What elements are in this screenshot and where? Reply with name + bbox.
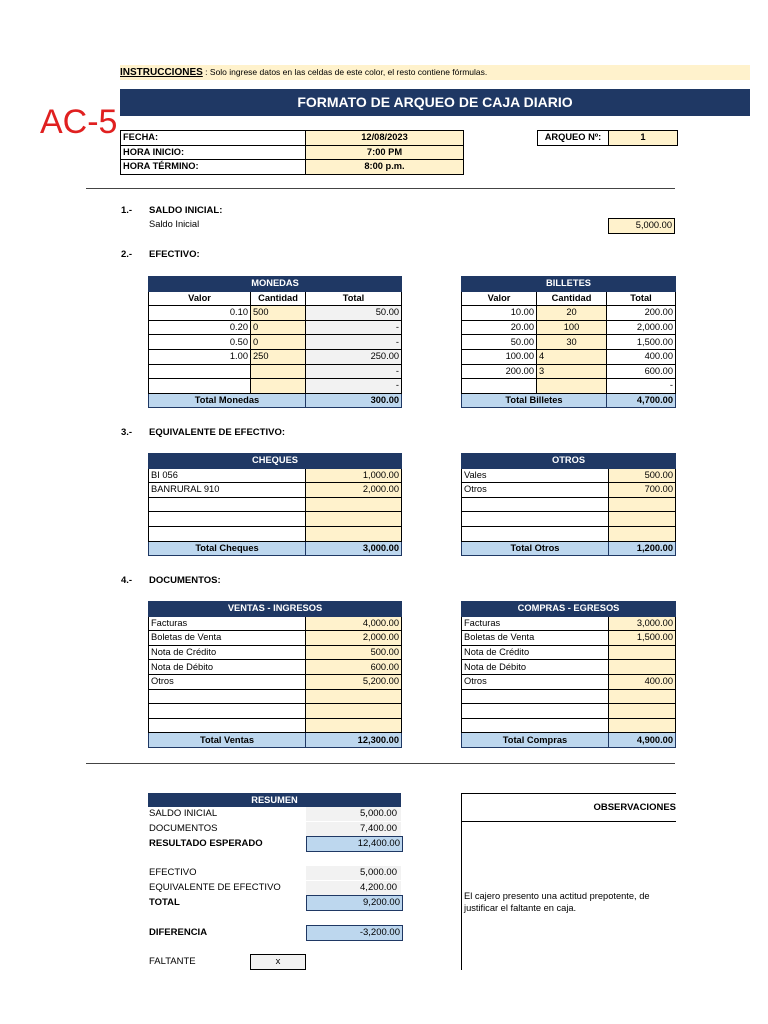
table-row: 10.00 20 200.00 [462, 306, 676, 321]
total-billetes-value: 4,700.00 [607, 393, 676, 408]
resumen-resultado-value: 12,400.00 [306, 836, 403, 852]
total-ventas-value: 12,300.00 [306, 733, 402, 748]
resumen-equivalente-value: 4,200.00 [306, 881, 401, 895]
col-cantidad: Cantidad [251, 291, 306, 306]
table-row: 200.00 3 600.00 [462, 364, 676, 379]
table-row [462, 497, 676, 512]
table-row: Vales 500.00 [462, 468, 676, 483]
monedas-table [148, 276, 402, 408]
ventas-table [148, 601, 402, 748]
observaciones-title: OBSERVACIONES [462, 794, 676, 822]
fecha-label: FECHA: [121, 131, 306, 146]
table-row: 20.00 100 2,000.00 [462, 320, 676, 335]
section-1-heading: 1.- SALDO INICIAL: [121, 205, 223, 216]
total-cheques-label: Total Cheques [149, 541, 306, 556]
resumen-total-label: TOTAL [149, 897, 180, 908]
table-row: Otros 400.00 [462, 674, 676, 689]
resumen-diferencia-value: -3,200.00 [306, 925, 403, 941]
resumen-title: RESUMEN [148, 793, 401, 807]
table-row: Otros 5,200.00 [149, 674, 402, 689]
total-ventas-label: Total Ventas [149, 733, 306, 748]
table-row: 50.00 30 1,500.00 [462, 335, 676, 350]
table-row [462, 704, 676, 719]
total-cheques-value: 3,000.00 [306, 541, 402, 556]
table-row: Boletas de Venta 2,000.00 [149, 631, 402, 646]
billetes-table [461, 276, 676, 408]
table-row: Nota de Crédito [462, 645, 676, 660]
table-row: 0.50 0 - [149, 335, 402, 350]
divider-bottom [86, 763, 675, 764]
arqueo-table [537, 130, 678, 146]
resumen-equivalente-label: EQUIVALENTE DE EFECTIVO [149, 882, 281, 893]
hora-inicio-field[interactable]: 7:00 PM [306, 145, 464, 160]
section-4-heading: 4.- DOCUMENTOS: [121, 575, 221, 586]
page-title: FORMATO DE ARQUEO DE CAJA DIARIO [120, 89, 750, 116]
table-row: Nota de Débito [462, 660, 676, 675]
table-row [149, 718, 402, 733]
total-compras-label: Total Compras [462, 733, 609, 748]
table-row: - [149, 364, 402, 379]
compras-table [461, 601, 676, 748]
faltante-label: FALTANTE [149, 956, 196, 967]
resumen-saldo-label: SALDO INICIAL [149, 808, 218, 819]
table-row: BANRURAL 910 2,000.00 [149, 483, 402, 498]
total-compras-value: 4,900.00 [609, 733, 676, 748]
instructions-label: INSTRUCCIONES [120, 67, 203, 78]
table-row: Facturas 3,000.00 [462, 616, 676, 631]
col-total: Total [306, 291, 402, 306]
resumen-diferencia-label: DIFERENCIA [149, 927, 208, 938]
monedas-title: MONEDAS [149, 277, 402, 292]
resumen-efectivo-value: 5,000.00 [306, 866, 401, 880]
divider-top [86, 188, 675, 189]
saldo-inicial-table [608, 218, 675, 234]
table-row: - [149, 379, 402, 394]
col-cantidad: Cantidad [537, 291, 607, 306]
instructions-bar [120, 65, 750, 80]
compras-title: COMPRAS - EGRESOS [462, 602, 676, 617]
fecha-field[interactable]: 12/08/2023 [306, 131, 464, 146]
table-row: 1.00 250 250.00 [149, 349, 402, 364]
table-row [149, 497, 402, 512]
ventas-title: VENTAS - INGRESOS [149, 602, 402, 617]
table-row: Otros 700.00 [462, 483, 676, 498]
col-valor: Valor [149, 291, 251, 306]
section-2-heading: 2.- EFECTIVO: [121, 249, 200, 260]
resumen-documentos-value: 7,400.00 [306, 822, 401, 836]
total-monedas-label: Total Monedas [149, 393, 306, 408]
section-3-heading: 3.- EQUIVALENTE DE EFECTIVO: [121, 427, 286, 438]
table-row [149, 689, 402, 704]
saldo-inicial-field[interactable]: 5,000.00 [609, 219, 675, 234]
table-row: 100.00 4 400.00 [462, 349, 676, 364]
table-row [149, 526, 402, 541]
total-billetes-label: Total Billetes [462, 393, 607, 408]
table-row: - [462, 379, 676, 394]
instructions-text: : Solo ingrese datos en las celdas de este color, el resto contiene fórmulas. [205, 67, 488, 77]
table-row: 0.10 500 50.00 [149, 306, 402, 321]
hora-inicio-label: HORA INICIO: [121, 145, 306, 160]
table-row [462, 718, 676, 733]
total-monedas-value: 300.00 [306, 393, 402, 408]
otros-table [461, 453, 676, 556]
observaciones-box [461, 793, 676, 970]
otros-title: OTROS [462, 454, 676, 469]
hora-termino-field[interactable]: 8:00 p.m. [306, 160, 464, 175]
resumen-total-value: 9,200.00 [306, 895, 403, 911]
faltante-checkbox[interactable]: x [250, 954, 306, 970]
table-row: Nota de Crédito 500.00 [149, 645, 402, 660]
total-otros-label: Total Otros [462, 541, 609, 556]
resumen-resultado-label: RESULTADO ESPERADO [149, 838, 263, 849]
table-row: Nota de Débito 600.00 [149, 660, 402, 675]
cheques-table [148, 453, 402, 556]
table-row: BI 056 1,000.00 [149, 468, 402, 483]
col-valor: Valor [462, 291, 537, 306]
resumen-efectivo-label: EFECTIVO [149, 867, 197, 878]
table-row: 0.20 0 - [149, 320, 402, 335]
col-total: Total [607, 291, 676, 306]
resumen-documentos-label: DOCUMENTOS [149, 823, 218, 834]
table-row: Facturas 4,000.00 [149, 616, 402, 631]
arqueo-field[interactable]: 1 [609, 131, 678, 146]
saldo-inicial-label: Saldo Inicial [149, 219, 200, 229]
table-row [462, 512, 676, 527]
billetes-title: BILLETES [462, 277, 676, 292]
hora-termino-label: HORA TÉRMINO: [121, 160, 306, 175]
arqueo-label: ARQUEO Nº: [538, 131, 609, 146]
table-row: Boletas de Venta 1,500.00 [462, 631, 676, 646]
table-row [462, 689, 676, 704]
resumen-saldo-value: 5,000.00 [306, 807, 401, 821]
table-row [149, 512, 402, 527]
header-info-table [120, 130, 464, 175]
table-row [462, 526, 676, 541]
total-otros-value: 1,200.00 [609, 541, 676, 556]
table-row [149, 704, 402, 719]
cheques-title: CHEQUES [149, 454, 402, 469]
observaciones-text[interactable]: El cajero presento una actitud prepotente, de justificar el faltante en caja. [464, 891, 650, 913]
form-code: AC-5 [40, 103, 118, 141]
